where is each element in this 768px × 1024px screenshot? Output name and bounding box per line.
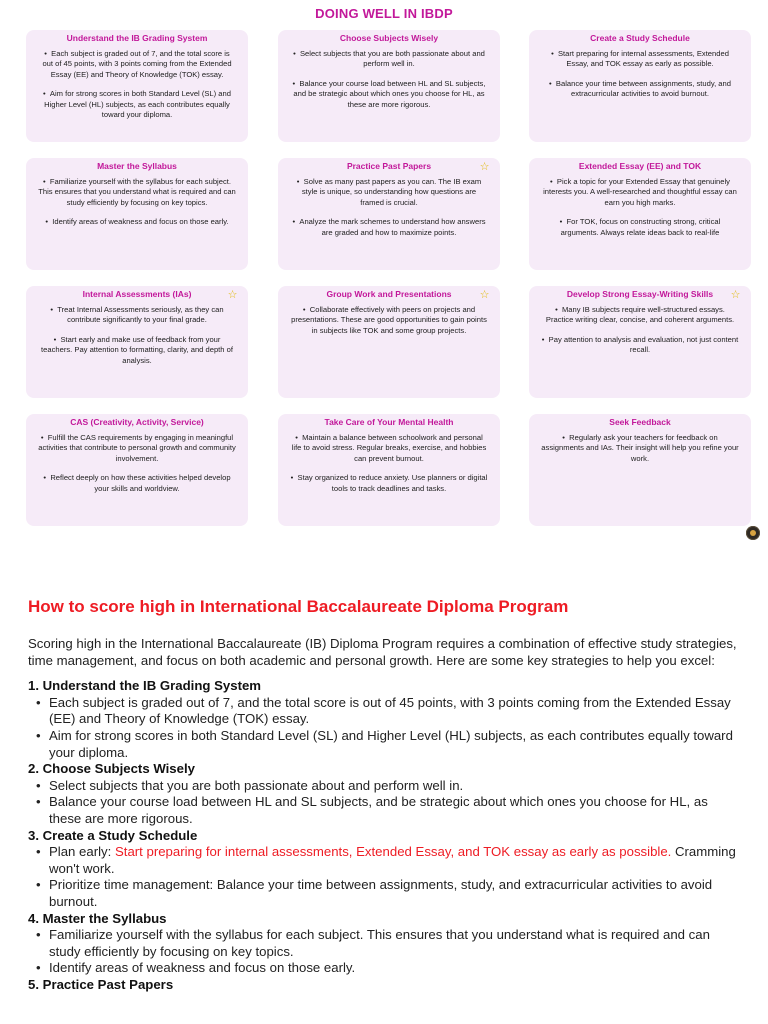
card-point: • Balance your time between assignments, study, and extracurricular activities to avoid burnout. xyxy=(539,79,741,100)
section-title: 2. Choose Subjects Wisely xyxy=(28,761,195,777)
card-title: Create a Study Schedule xyxy=(590,33,690,43)
tip-card xyxy=(278,158,500,270)
tip-card xyxy=(278,30,500,142)
card-point: • Stay organized to reduce anxiety. Use planners or digital tools to track deadlines and tasks. xyxy=(288,473,490,494)
card-title: Understand the IB Grading System xyxy=(66,33,208,43)
card-title: Take Care of Your Mental Health xyxy=(324,417,454,427)
card-title: Practice Past Papers ☆ xyxy=(346,161,490,173)
list-item: • Aim for strong scores in both Standard Level (SL) and Higher Level (HL) subjects, as each contributes equally toward your diploma. xyxy=(36,728,740,761)
section-list xyxy=(28,695,740,761)
tip-card xyxy=(529,414,751,526)
list-item: • Balance your course load between HL and SL subjects, and be strategic about which ones you choose for HL, as these are more rigorous. xyxy=(36,794,740,827)
chat-bubble-icon[interactable] xyxy=(746,526,760,540)
card-point: • Regularly ask your teachers for feedback on assignments and IAs. Their insight will help you refine your work. xyxy=(539,433,741,464)
card-title: Develop Strong Essay-Writing Skills ☆ xyxy=(566,289,741,301)
card-point: • Collaborate effectively with peers on projects and presentations. These are good opportunities to gain points in subjects like TOK and some group projects. xyxy=(288,305,490,336)
tips-grid xyxy=(26,30,752,530)
section-list xyxy=(28,927,740,977)
tip-card xyxy=(26,286,248,398)
card-title: CAS (Creativity, Activity, Service) xyxy=(70,417,204,427)
tip-card xyxy=(26,30,248,142)
tip-card xyxy=(278,286,500,398)
tip-card xyxy=(529,158,751,270)
card-title: Group Work and Presentations ☆ xyxy=(326,289,490,301)
card-point: • Maintain a balance between schoolwork and personal life to avoid stress. Regular breaks, exercise, and hobbies can prevent burnout. xyxy=(288,433,490,464)
section-title: 4. Master the Syllabus xyxy=(28,910,167,926)
list-item: • Prioritize time management: Balance your time between assignments, study, and extracurricular activities to avoid burnout. xyxy=(36,877,740,910)
tip-card xyxy=(278,414,500,526)
list-item: • Familiarize yourself with the syllabus for each subject. This ensures that you understand what is required and can study efficiently by focusing on key topics. xyxy=(36,927,740,960)
card-point: • For TOK, focus on constructing strong, critical arguments. Always relate ideas back to real-life xyxy=(539,217,741,238)
list-item: • Select subjects that you are both passionate about and perform well in. xyxy=(36,778,740,795)
article-intro: Scoring high in the International Baccalaureate (IB) Diploma Program requires a combination of effective study strategies, time management, and focus on both academic and personal growth. Here are some key strategies to help you excel: xyxy=(28,636,737,668)
card-point: • Select subjects that you are both passionate about and perform well in. xyxy=(288,49,490,70)
star-icon[interactable]: ☆ xyxy=(730,289,741,301)
card-point: • Solve as many past papers as you can. The IB exam style is unique, so understanding how questions are framed is crucial. xyxy=(288,177,490,208)
card-point: • Identify areas of weakness and focus on those early. xyxy=(36,217,238,227)
article-heading: How to score high in International Baccalaureate Diploma Program xyxy=(28,597,569,616)
card-title: Seek Feedback xyxy=(609,417,671,427)
star-icon[interactable]: ☆ xyxy=(479,289,490,301)
card-point: • Pick a topic for your Extended Essay that genuinely interests you. A well-researched and thoughtful essay can earn you high marks. xyxy=(539,177,741,208)
card-title: Internal Assessments (IAs) ☆ xyxy=(82,289,238,301)
section-list xyxy=(28,844,740,910)
page-title: DOING WELL IN IBDP xyxy=(315,6,453,21)
card-point: • Fulfill the CAS requirements by engaging in meaningful activities that contribute to personal growth and community involvement. xyxy=(36,433,238,464)
section-list xyxy=(28,778,740,828)
card-title: Master the Syllabus xyxy=(97,161,177,171)
tip-card xyxy=(529,30,751,142)
card-point: • Each subject is graded out of 7, and the total score is out of 45 points, with 3 points coming from the Extended Essay (EE) and Theory of Knowledge (TOK) essay. xyxy=(36,49,238,80)
card-point: • Start early and make use of feedback from your teachers. Pay attention to formatting, clarity, and depth of analysis. xyxy=(36,335,238,366)
article xyxy=(28,596,740,993)
list-item: • Plan early: Start preparing for internal assessments, Extended Essay, and TOK essay as early as possible. Cramming won't work. xyxy=(36,844,740,877)
star-icon[interactable]: ☆ xyxy=(227,289,238,301)
tip-card xyxy=(26,158,248,270)
card-point: • Treat Internal Assessments seriously, as they can contribute significantly to your final grade. xyxy=(36,305,238,326)
list-item: • Identify areas of weakness and focus on those early. xyxy=(36,960,740,977)
section-title: 5. Practice Past Papers xyxy=(28,976,174,992)
card-point: • Pay attention to analysis and evaluation, not just content recall. xyxy=(539,335,741,356)
highlighted-text: Start preparing for internal assessments, Extended Essay, and TOK essay as early as possible. xyxy=(114,844,672,860)
section-title: 3. Create a Study Schedule xyxy=(28,827,198,843)
card-point: • Familiarize yourself with the syllabus for each subject. This ensures that you understand what is required and can study efficiently by focusing on key topics. xyxy=(36,177,238,208)
card-point: • Reflect deeply on how these activities helped develop your skills and worldview. xyxy=(36,473,238,494)
section-title: 1. Understand the IB Grading System xyxy=(28,678,262,694)
card-point: • Start preparing for internal assessments, Extended Essay, and TOK essay as early as possible. xyxy=(539,49,741,70)
card-point: • Balance your course load between HL and SL subjects, and be strategic about which ones you choose for HL, as these are more rigorous. xyxy=(288,79,490,110)
list-item: • Each subject is graded out of 7, and the total score is out of 45 points, with 3 points coming from the Extended Essay (EE) and Theory of Knowledge (TOK) essay. xyxy=(36,695,740,728)
card-point: • Many IB subjects require well-structured essays. Practice writing clear, concise, and coherent arguments. xyxy=(539,305,741,326)
star-icon[interactable]: ☆ xyxy=(479,161,490,173)
card-point: • Analyze the mark schemes to understand how answers are graded and how to maximize points. xyxy=(288,217,490,238)
card-point: • Aim for strong scores in both Standard Level (SL) and Higher Level (HL) subjects, as each contributes equally toward your diploma. xyxy=(36,89,238,120)
card-title: Choose Subjects Wisely xyxy=(339,33,439,43)
tip-card xyxy=(26,414,248,526)
card-title: Extended Essay (EE) and TOK xyxy=(578,161,702,171)
tip-card xyxy=(529,286,751,398)
